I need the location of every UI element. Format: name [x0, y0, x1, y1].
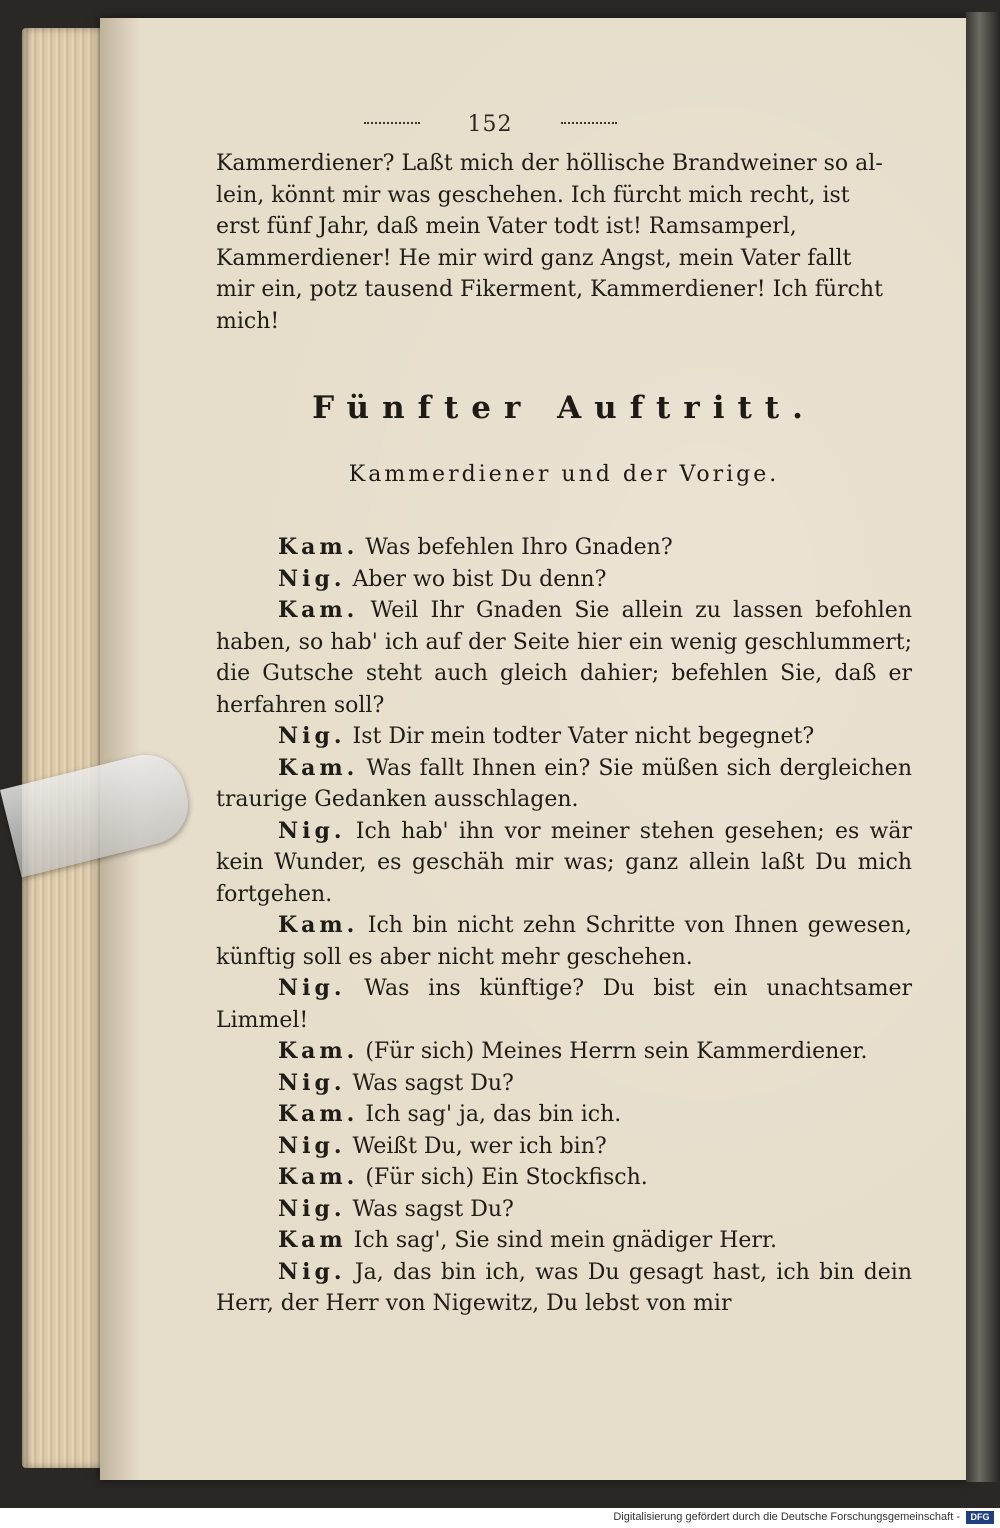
dialogue-line: [216, 816, 912, 911]
line-text: (Für sich) Ein Stockfisch.: [365, 1165, 648, 1190]
speaker: Nig.: [278, 975, 346, 1001]
intro-line: mir ein, potz tausend Fikerment, Kammerdiener! Ich fürcht: [216, 277, 883, 302]
dialogue-line: [216, 1068, 912, 1100]
line-text: (Für sich) Meines Herrn sein Kammerdiener.: [365, 1039, 868, 1064]
speaker: Nig.: [278, 1132, 346, 1159]
speaker: Kam.: [278, 754, 359, 781]
line-text: Was sagst Du?: [352, 1070, 514, 1096]
speaker: Nig.: [278, 817, 346, 844]
ornament-right: [561, 122, 617, 128]
line-text: Ich bin nicht zehn Schritte von Ihnen gewesen, künftig soll es aber nicht mehr geschehen.: [216, 913, 912, 970]
line-text: Ist Dir mein todter Vater nicht begegnet?: [352, 724, 815, 749]
footer-bar: [0, 1508, 1000, 1528]
page-header: [110, 112, 870, 142]
line-text: Ich sag', Sie sind mein gnädiger Herr.: [353, 1228, 778, 1253]
line-text: Weißt Du, wer ich bin?: [352, 1133, 607, 1159]
dialogue-line: [216, 1131, 912, 1163]
dialogue: [216, 532, 912, 1320]
intro-paragraph: [216, 148, 912, 337]
intro-line: Kammerdiener! He mir wird ganz Angst, mein Vater fallt: [216, 245, 852, 271]
line-text: Was ins künftige? Du bist ein unachtsamer Limmel!: [216, 976, 912, 1033]
speaker: Kam.: [278, 1101, 359, 1127]
dfg-logo: DFG: [966, 1511, 994, 1524]
dialogue-line: [216, 532, 912, 564]
line-text: Ich hab' ihn vor meiner stehen gesehen; es wär kein Wunder, es geschäh mir was; ganz allein laßt Du mich fortgehen.: [216, 818, 912, 907]
speaker: Kam.: [278, 912, 359, 938]
intro-line: mich!: [216, 308, 280, 334]
line-text: Weil Ihr Gnaden Sie allein zu lassen befohlen haben, so hab' ich auf der Seite hier ein wenig geschlummert; die Gutsche steht auch gleich dahier; befehlen Sie, daß er herfahren soll?: [216, 598, 912, 718]
intro-line: Kammerdiener? Laßt mich der höllische Brandweiner so al-: [216, 151, 883, 176]
dialogue-line: [216, 595, 912, 721]
scene-title: Fünfter Auftritt.: [312, 390, 816, 426]
speaker: Nig.: [278, 1195, 346, 1222]
line-text: Aber wo bist Du denn?: [352, 566, 607, 592]
page-edge-right: [966, 12, 1000, 1482]
footer-credit: Digitalisierung gefördert durch die Deutsche Forschungsgemeinschaft -: [613, 1511, 960, 1523]
dialogue-line: [216, 1036, 912, 1068]
dialogue-line: [216, 1257, 912, 1320]
intro-line: erst fünf Jahr, daß mein Vater todt ist! Ramsamperl,: [216, 214, 797, 239]
dialogue-line: [216, 1225, 912, 1257]
dialogue-line: [216, 910, 912, 973]
line-text: Ich sag' ja, das bin ich.: [365, 1102, 622, 1127]
speaker: Nig.: [278, 1258, 346, 1285]
speaker: Kam: [278, 1227, 347, 1253]
dialogue-line: [216, 721, 912, 753]
dialogue-line: [216, 753, 912, 816]
line-text: Ja, das bin ich, was Du gesagt hast, ich bin dein Herr, der Herr von Nigewitz, Du lebst von mir: [216, 1259, 912, 1316]
speaker: Nig.: [278, 565, 346, 592]
dialogue-line: [216, 1099, 912, 1131]
line-text: Was sagst Du?: [352, 1196, 514, 1222]
line-text: Was fallt Ihnen ein? Sie müßen sich dergleichen traurige Gedanken ausschlagen.: [216, 755, 912, 812]
line-text: Was befehlen Ihro Gnaden?: [365, 535, 673, 560]
dialogue-line: [216, 973, 912, 1036]
speaker: Nig.: [278, 1069, 346, 1096]
dialogue-line: [216, 564, 912, 596]
speaker: Nig.: [278, 723, 346, 749]
speaker: Kam.: [278, 1038, 359, 1064]
speaker: Kam.: [278, 1164, 359, 1190]
ornament-left: [364, 122, 420, 128]
dialogue-line: [216, 1194, 912, 1226]
speaker: Kam.: [278, 534, 359, 560]
dialogue-line: [216, 1162, 912, 1194]
intro-line: lein, könnt mir was geschehen. Ich fürcht mich recht, ist: [216, 182, 850, 208]
scene-subtitle: Kammerdiener und der Vorige.: [348, 462, 780, 487]
page-number: 152: [467, 112, 513, 137]
speaker: Kam.: [278, 597, 359, 623]
